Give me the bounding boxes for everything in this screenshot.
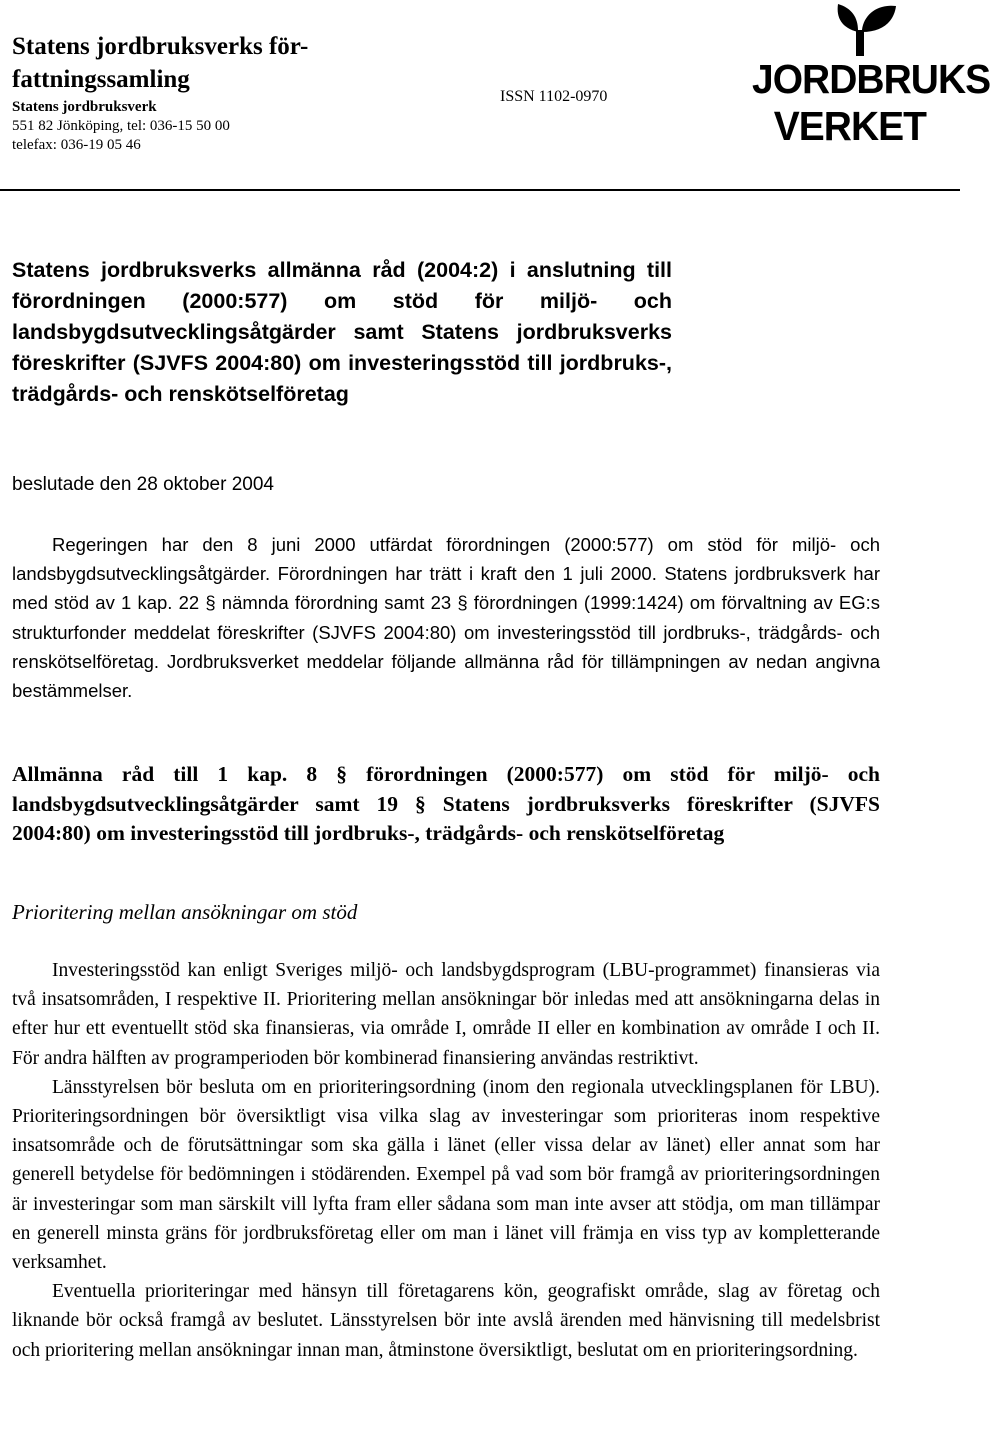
publication-title: [12, 30, 412, 96]
logo-text-line2: VERKET: [773, 103, 926, 149]
header-divider: [0, 189, 960, 191]
agency-fax: telefax: 036-19 05 46: [12, 137, 141, 153]
document-title: Statens jordbruksverks allmänna råd (2004:2) i anslutning till förordningen (2000:577) om stöd för miljö- och landsbygdsutvecklingsåtgärder samt Statens jordbruksverks föreskrifter (SJVFS 2004:80) om investeringsstöd till jordbruks-, trädgårds- och renskötselföretag: [12, 258, 672, 406]
agency-address: 551 82 Jönköping, tel: 036-15 50 00: [12, 118, 230, 134]
issn-number: ISSN 1102-0970: [500, 88, 608, 105]
publication-title-line1: Statens jordbruksverks för-: [12, 33, 309, 60]
body-paragraph: Investeringsstöd kan enligt Sveriges miljö- och landsbygdsprogram (LBU-programmet) finansieras via två insatsområden, I respektive II. Prioritering mellan ansökningar bör inledas med att ansökningarna delas in efter hur ett eventuellt stöd ska finansieras, via område I, område II eller en kombination av område I och II. För andra hälften av programperioden bör kombinerad finansiering användas restriktivt.: [12, 960, 880, 1069]
publication-header: [12, 30, 412, 155]
section-heading: Allmänna råd till 1 kap. 8 § förordningen (2000:577) om stöd för miljö- och landsbygdsutvecklingsåtgärder samt 19 § Statens jordbruksverks föreskrifter (SJVFS 2004:80) om investeringsstöd till jordbruks-, trädgårds- och renskötselföretag: [12, 762, 880, 846]
intro-paragraph: Regeringen har den 8 juni 2000 utfärdat förordningen (2000:577) om stöd för miljö- och landsbygdsutvecklingsåtgärder. Förordningen har trätt i kraft den 1 juli 2000. Statens jordbruksverk har med stöd av 1 kap. 22 § nämnda förordning samt 23 § förordningen (1999:1424) om förvaltning av EG:s strukturfonder meddelat föreskrifter (SJVFS 2004:80) om investeringsstöd till jordbruks-, trädgårds- och renskötselföretag. Jordbruksverket meddelar följande allmänna råd för tillämpningen av nedan angivna bestämmelser.: [12, 534, 880, 702]
body-paragraph: Länsstyrelsen bör besluta om en prioriteringsordning (inom den regionala utvecklingsplanen för LBU). Prioriteringsordningen bör översiktligt visa vilka slag av investeringar som prioriteras inom respektive insatsområde och de förutsättningar som ska gälla i länet (eller vissa delar av länet) eller annat som har generell betydelse för bedömningen i stödärenden. Exempel på vad som bör framgå av prioriteringsordningen är investeringar som man särskilt vill lyfta fram eller sådana som man inte avser att stödja, om man tillämpar en generell minsta gräns för jordbruksföretag eller om man i länet vill främja en viss typ av kompletterande verksamhet.: [12, 1076, 880, 1274]
section-subheading: Prioritering mellan ansökningar om stöd: [12, 900, 358, 924]
body-paragraphs: [12, 956, 880, 1365]
decision-date: beslutade den 28 oktober 2004: [12, 474, 274, 495]
logo-text-line1: JORDBRUKS: [752, 56, 990, 102]
leaf-sprout-icon: [812, 0, 908, 56]
publication-title-line2: fattningssamling: [12, 66, 190, 93]
body-paragraph: Eventuella prioriteringar med hänsyn till företagarens kön, geografiskt område, slag av företag och liknande bör också framgå av beslutet. Länsstyrelsen bör inte avslå ärenden med hänvisning till medelsbrist och prioritering mellan ansökningar innan man, åtminstone översiktligt, beslutat om en prioriteringsordning.: [12, 1281, 880, 1361]
jordbruksverket-logo: [752, 0, 990, 160]
agency-name: Statens jordbruksverk: [12, 99, 157, 115]
